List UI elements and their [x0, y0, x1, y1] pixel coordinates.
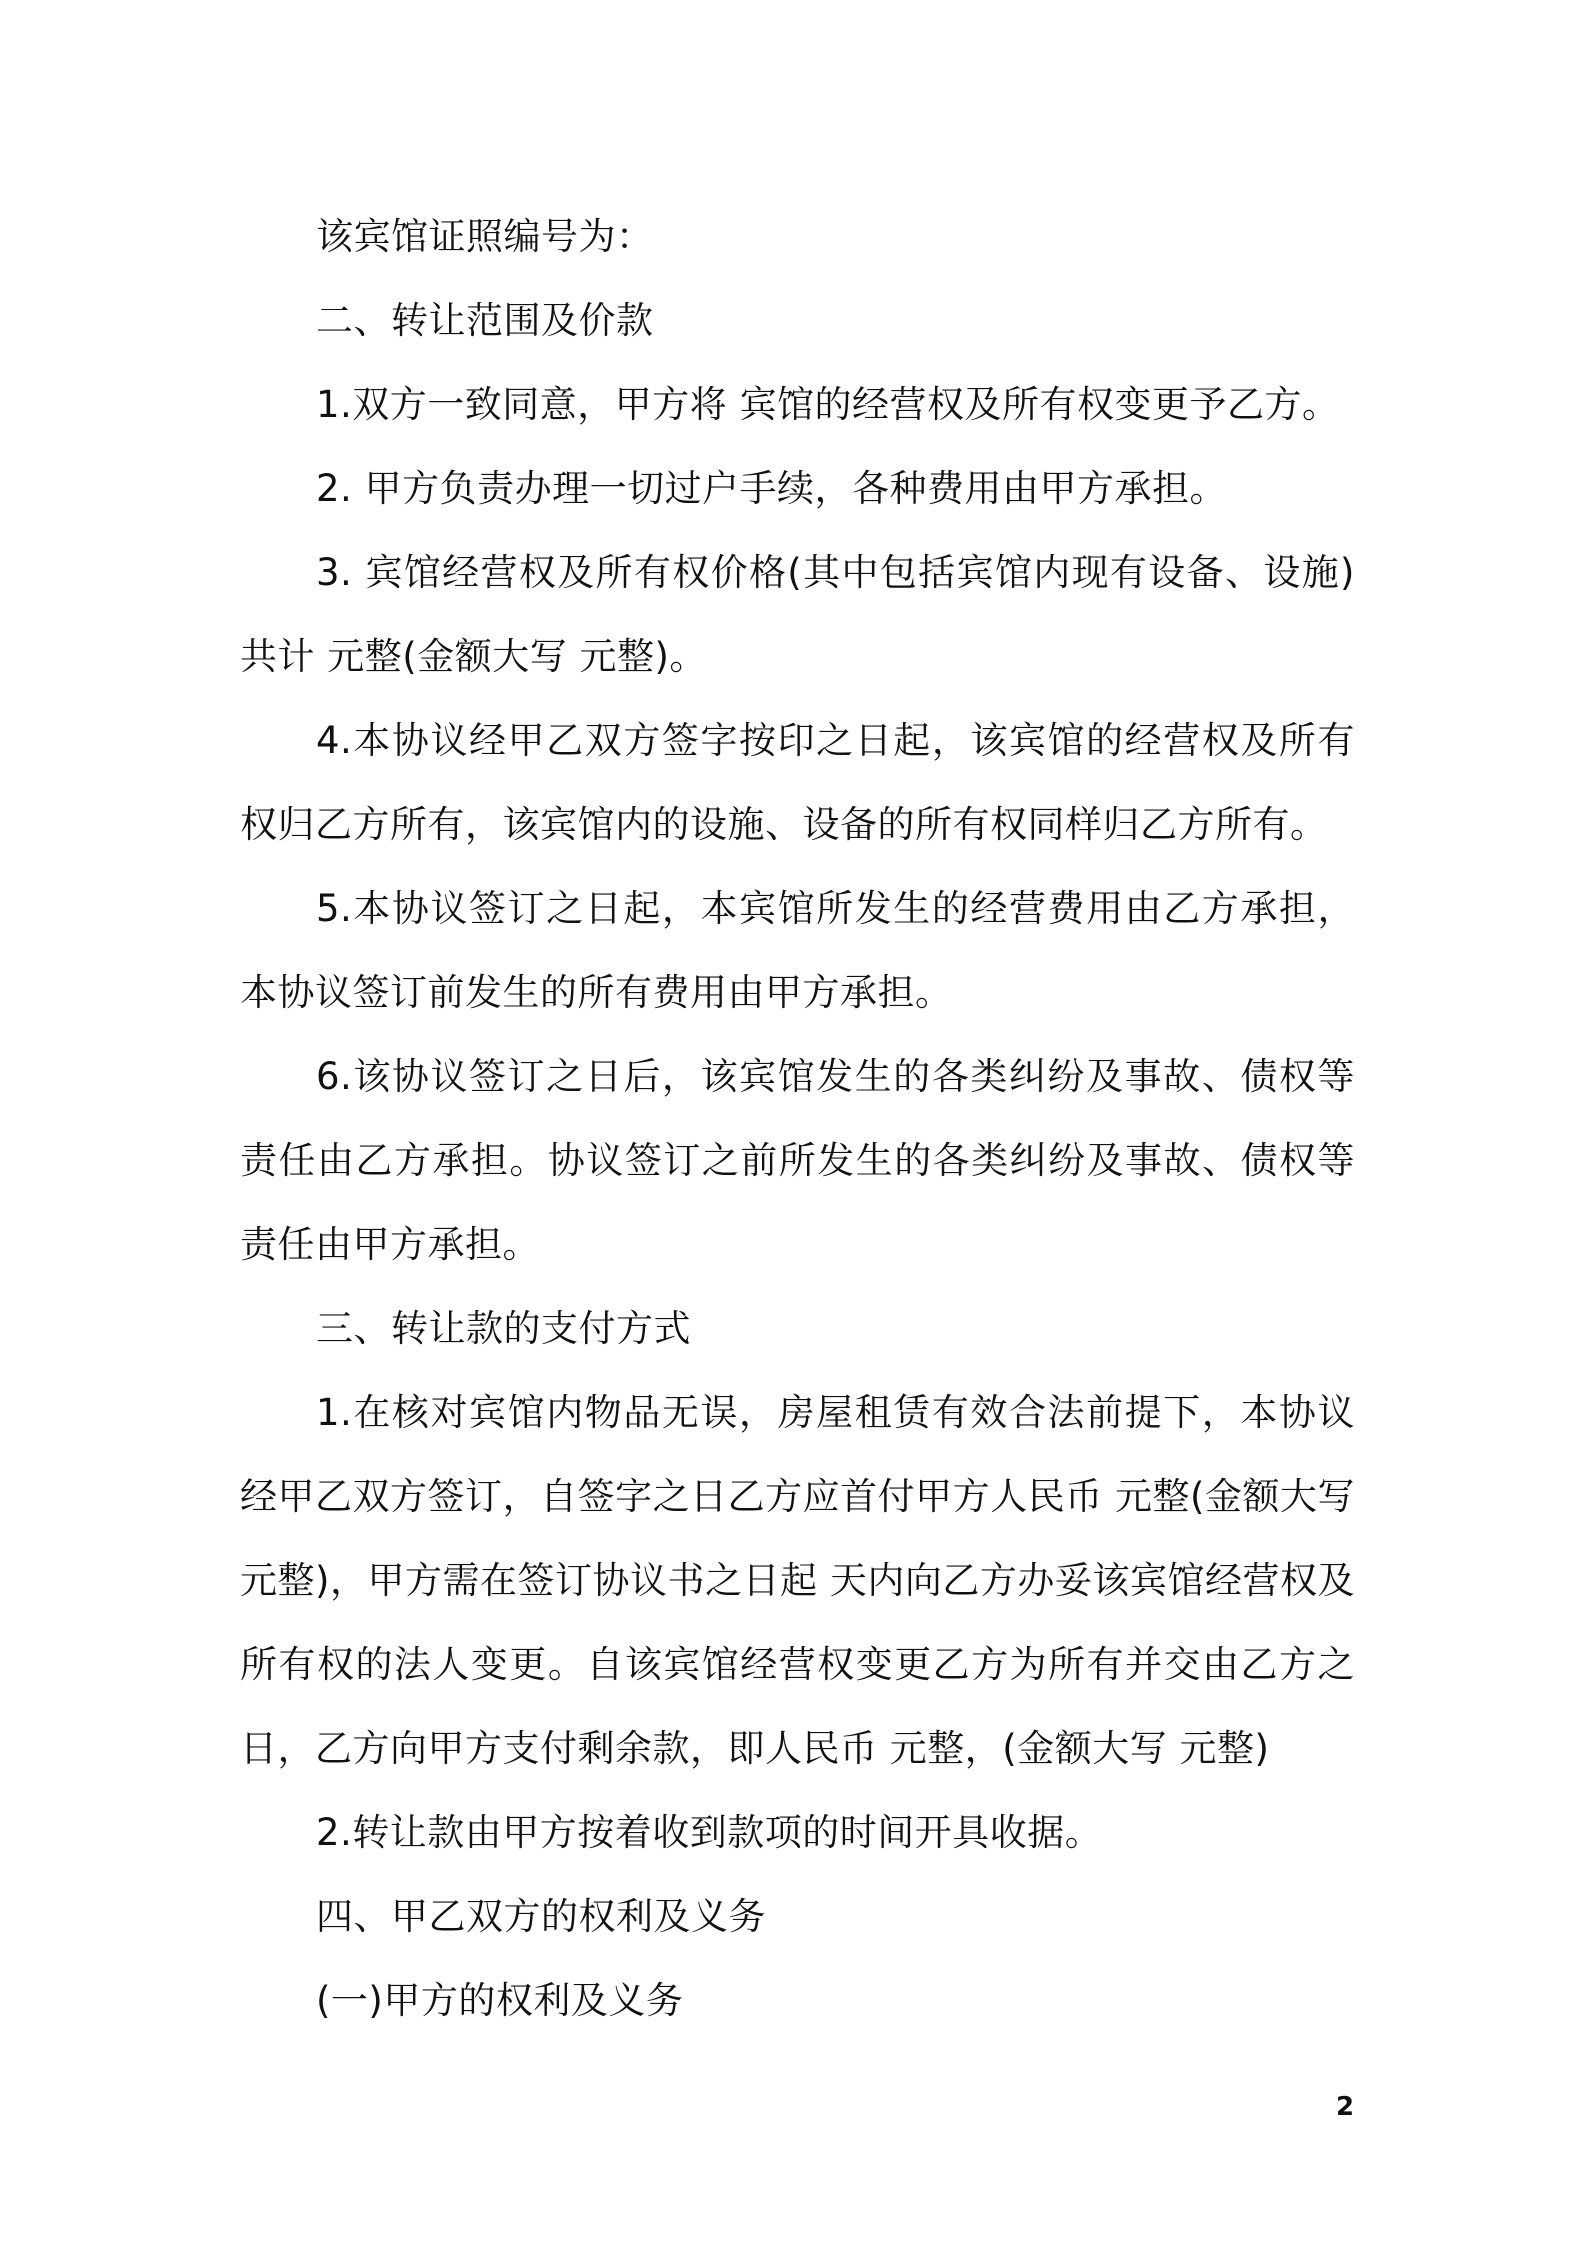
heading-payment-method: 三、转让款的支付方式	[316, 1307, 691, 1350]
document-body	[240, 195, 1355, 2043]
paragraph-clause-3-1: 1.在核对宾馆内物品无误，房屋租赁有效合法前提下，本协议经甲乙双方签订，自签字之日乙方应首付甲方人民币 元整(金额大写 元整)，甲方需在签订协议书之日起 天内向乙方办妥该宾馆经营权及所有权的法人变更。自该宾馆经营权变更乙方为所有并交由乙方之日，乙方向甲方支付剩余款，即人民币 元整，(金额大写 元整)	[240, 1391, 1355, 1770]
paragraph-clause-2-2: 2. 甲方负责办理一切过户手续，各种费用由甲方承担。	[316, 467, 1228, 510]
paragraph-clause-3-2: 2.转让款由甲方按着收到款项的时间开具收据。	[316, 1811, 1103, 1854]
paragraph-license-number: 该宾馆证照编号为：	[316, 215, 654, 258]
paragraph-clause-2-4: 4.本协议经甲乙双方签字按印之日起，该宾馆的经营权及所有权归乙方所有，该宾馆内的设施、设备的所有权同样归乙方所有。	[240, 719, 1355, 846]
paragraph-clause-2-3: 3. 宾馆经营权及所有权价格(其中包括宾馆内现有设备、设施)共计 元整(金额大写 元整)。	[240, 551, 1355, 678]
heading-party-a-rights: (一)甲方的权利及义务	[316, 1979, 684, 2022]
heading-rights-obligations: 四、甲乙双方的权利及义务	[316, 1895, 766, 1938]
paragraph-clause-2-6: 6.该协议签订之日后，该宾馆发生的各类纠纷及事故、债权等责任由乙方承担。协议签订之前所发生的各类纠纷及事故、债权等责任由甲方承担。	[240, 1055, 1355, 1266]
paragraph-clause-2-5: 5.本协议签订之日起，本宾馆所发生的经营费用由乙方承担，本协议签订前发生的所有费用由甲方承担。	[240, 887, 1355, 1014]
page-number: 2	[1336, 2092, 1355, 2122]
paragraph-clause-2-1: 1.双方一致同意，甲方将 宾馆的经营权及所有权变更予乙方。	[316, 383, 1340, 426]
heading-transfer-scope: 二、转让范围及价款	[316, 299, 654, 342]
